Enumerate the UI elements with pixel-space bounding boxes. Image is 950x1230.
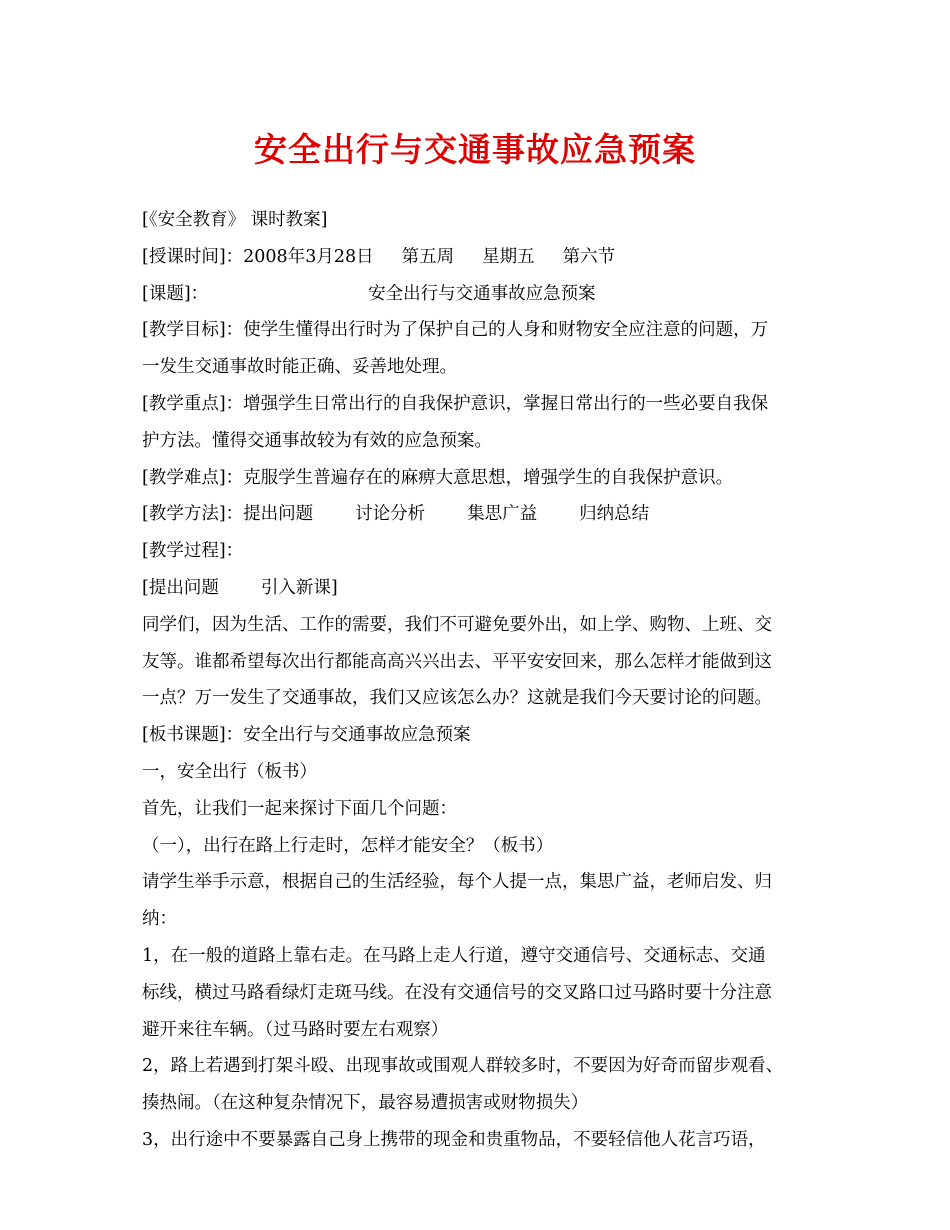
time-week: 第五周	[401, 246, 455, 267]
process-label: [教学过程]：	[142, 541, 244, 562]
method-item: 讨论分析	[355, 504, 426, 525]
intro-text-line-2: 友等。谁都希望每次出行都能高高兴兴出去、平平安安回来，那么怎样才能做到这	[142, 651, 772, 672]
difficulty-line: [教学难点]：克服学生普遍存在的麻痹大意思想，增强学生的自我保护意识。	[142, 467, 734, 488]
goals-line-1: [教学目标]：使学生懂得出行时为了保护自己的人身和财物安全应注意的问题，万	[142, 320, 769, 341]
item-1-line-3: 避开来往车辆。（过马路时要左右观察）	[142, 1019, 449, 1040]
goals-line-2: 一发生交通事故时能正确、妥善地处理。	[142, 357, 457, 378]
question-1-heading: （一），出行在路上行走时，怎样才能安全？（板书）	[142, 835, 554, 856]
teaching-time-line	[142, 239, 822, 276]
time-label: [授课时间]：	[142, 246, 244, 267]
topic-label: [课题]：	[142, 283, 209, 304]
item-1-line-2: 标线，横过马路看绿灯走斑马线。在没有交通信号的交叉路口过马路时要十分注意	[142, 982, 772, 1003]
key-points-line-2: 护方法。懂得交通事故较为有效的应急预案。	[142, 430, 492, 451]
document-body	[142, 202, 822, 1159]
item-1-line-1: 1，在一般的道路上靠右走。在马路上走人行道，遵守交通信号、交通标志、交通	[142, 945, 766, 966]
q1-instruction-line-1: 请学生举手示意，根据自己的生活经验，每个人提一点，集思广益，老师启发、归	[142, 872, 772, 893]
item-2-line-1: 2，路上若遇到打架斗殴、出现事故或围观人群较多时，不要因为好奇而留步观看、	[142, 1056, 784, 1077]
intro-part-2: 引入新课]	[260, 577, 338, 598]
method-item: 集思广益	[467, 504, 538, 525]
item-2-line-2: 揍热闹。（在这种复杂情况下，最容易遭损害或财物损失）	[142, 1093, 589, 1114]
time-weekday: 星期五	[482, 246, 535, 267]
time-date: 2008年3月28日	[243, 246, 374, 267]
q1-instruction-line-2: 纳：	[142, 909, 177, 930]
intro-heading	[142, 570, 822, 607]
methods-line	[142, 496, 822, 533]
method-item: 归纳总结	[579, 504, 650, 525]
topic-value: 安全出行与交通事故应急预案	[368, 283, 596, 304]
methods-label: [教学方法]：	[142, 504, 244, 525]
course-header: [《安全教育》 课时教案]	[142, 210, 328, 230]
board-topic-line: [板书课题]：安全出行与交通事故应急预案	[142, 725, 471, 746]
intro-part-1: [提出问题	[142, 577, 219, 598]
topic-line	[142, 276, 822, 313]
item-3-line-1: 3，出行途中不要暴露自己身上携带的现金和贵重物品，不要轻信他人花言巧语，	[142, 1129, 766, 1150]
section-1-heading: 一，安全出行（板书）	[142, 761, 317, 782]
intro-text-line-3: 一点？万一发生了交通事故，我们又应该怎么办？这就是我们今天要讨论的问题。	[142, 688, 772, 709]
intro-text-line-1: 同学们，因为生活、工作的需要，我们不可避免要外出，如上学、购物、上班、交	[142, 614, 772, 635]
key-points-line-1: [教学重点]：增强学生日常出行的自我保护意识，掌握日常出行的一些必要自我保	[142, 393, 769, 414]
document-title: 安全出行与交通事故应急预案	[254, 130, 696, 169]
time-period: 第六节	[562, 246, 616, 267]
explore-line: 首先，让我们一起来探讨下面几个问题：	[142, 798, 457, 819]
method-item: 提出问题	[243, 504, 314, 525]
